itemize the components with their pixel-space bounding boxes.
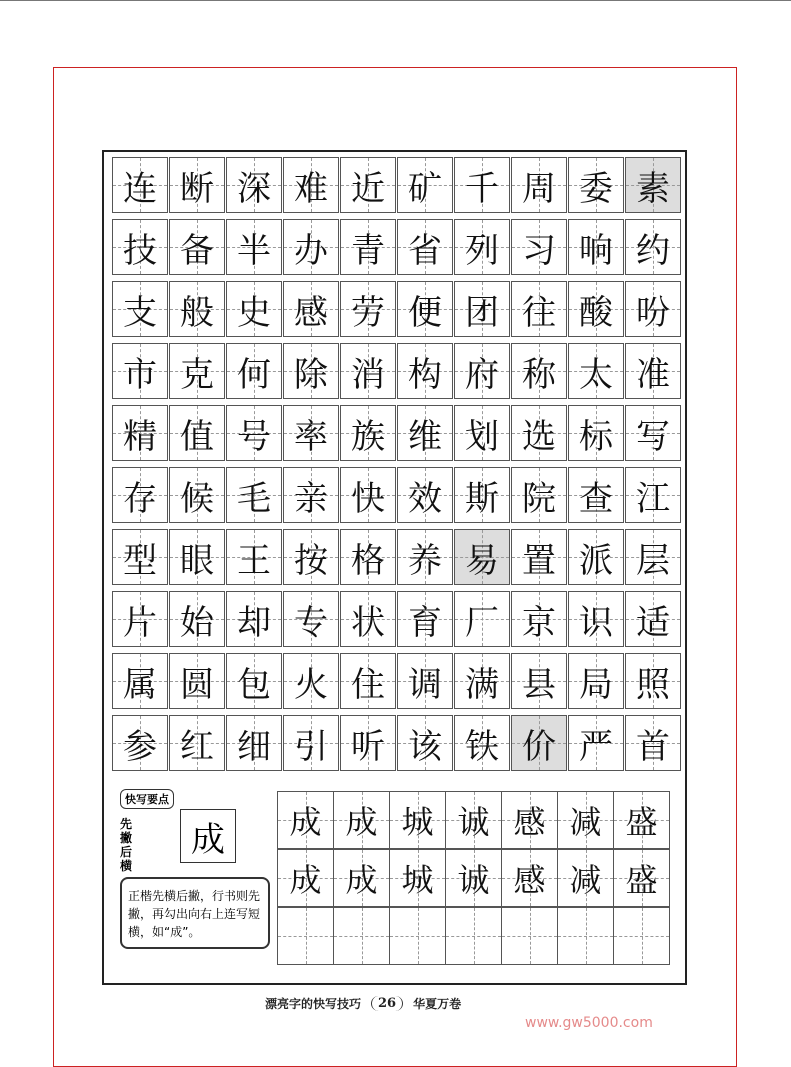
- grid-cell: [454, 467, 510, 523]
- grid-char: 青: [351, 230, 385, 271]
- practice-cell: [277, 791, 334, 849]
- grid-char: 属: [123, 664, 157, 705]
- grid-cell: [625, 405, 681, 461]
- grid-char: 选: [522, 416, 556, 457]
- practice-cell: [501, 849, 558, 907]
- practice-cell: [389, 791, 446, 849]
- grid-char: 断: [180, 168, 214, 209]
- grid-cell: [511, 653, 567, 709]
- practice-char: 减: [569, 861, 602, 899]
- grid-char: 近: [351, 168, 385, 209]
- grid-cell: [397, 467, 453, 523]
- grid-cell: [226, 715, 282, 771]
- practice-char: 感: [513, 861, 546, 899]
- practice-row: [278, 792, 677, 850]
- grid-cell: [511, 343, 567, 399]
- grid-cell: [568, 715, 624, 771]
- grid-cell: [625, 157, 681, 213]
- grid-cell: [169, 715, 225, 771]
- practice-char: 减: [569, 803, 602, 841]
- grid-char: 斯: [465, 478, 499, 519]
- grid-row: [112, 343, 683, 404]
- grid-cell: [226, 529, 282, 585]
- practice-cell: [557, 907, 614, 965]
- grid-char: 红: [180, 726, 214, 767]
- practice-cell: [613, 849, 670, 907]
- grid-char: 维: [408, 416, 442, 457]
- grid-cell: [625, 467, 681, 523]
- grid-char: 照: [636, 664, 670, 705]
- grid-cell: [112, 529, 168, 585]
- grid-cell: [568, 281, 624, 337]
- grid-char: 太: [579, 354, 613, 395]
- grid-char: 适: [636, 602, 670, 643]
- grid-char: 派: [579, 540, 613, 581]
- grid-char: 精: [123, 416, 157, 457]
- grid-char: 片: [123, 602, 157, 643]
- grid-char: 酸: [579, 292, 613, 333]
- grid-cell: [226, 405, 282, 461]
- grid-cell: [283, 343, 339, 399]
- grid-char: 劳: [351, 292, 385, 333]
- tip-title: 快写要点: [120, 789, 174, 809]
- practice-cell: [501, 907, 558, 965]
- grid-char: 半: [237, 230, 271, 271]
- grid-cell: [454, 343, 510, 399]
- grid-cell: [568, 653, 624, 709]
- grid-cell: [112, 467, 168, 523]
- grid-cell: [226, 281, 282, 337]
- grid-char: 响: [579, 230, 613, 271]
- grid-char: 办: [294, 230, 328, 271]
- grid-row: [112, 653, 683, 714]
- grid-row: [112, 281, 683, 342]
- tip-example-char: 成: [180, 809, 236, 863]
- practice-row: [278, 850, 677, 908]
- grid-cell: [340, 653, 396, 709]
- footer-publisher: 华夏万卷: [413, 996, 462, 1011]
- grid-cell: [283, 219, 339, 275]
- grid-char: 难: [294, 168, 328, 209]
- practice-row: [278, 908, 677, 966]
- grid-char: 何: [237, 354, 271, 395]
- grid-cell: [511, 281, 567, 337]
- grid-char: 便: [408, 292, 442, 333]
- grid-cell: [568, 467, 624, 523]
- grid-char: 县: [522, 664, 556, 705]
- practice-cell: [445, 791, 502, 849]
- grid-char: 王: [237, 540, 271, 581]
- grid-cell: [397, 219, 453, 275]
- grid-char: 矿: [408, 168, 442, 209]
- grid-cell: [112, 219, 168, 275]
- grid-cell: [226, 653, 282, 709]
- grid-char: 技: [123, 230, 157, 271]
- grid-cell: [625, 715, 681, 771]
- grid-cell: [454, 157, 510, 213]
- page-footer: [265, 990, 525, 1016]
- grid-char: 调: [408, 664, 442, 705]
- practice-cell: [389, 849, 446, 907]
- grid-cell: [283, 529, 339, 585]
- grid-char: 府: [465, 354, 499, 395]
- grid-char: 号: [237, 416, 271, 457]
- grid-cell: [625, 653, 681, 709]
- grid-char: 存: [123, 478, 157, 519]
- grid-cell: [169, 157, 225, 213]
- grid-char: 市: [123, 354, 157, 395]
- top-rule: [0, 0, 791, 1]
- grid-cell: [283, 281, 339, 337]
- grid-char: 局: [579, 664, 613, 705]
- grid-cell: [226, 343, 282, 399]
- tip-note: 正楷先横后撇，行书则先撇，再勾出向右上连写短横，如“成”。: [120, 877, 270, 949]
- grid-char: 团: [465, 292, 499, 333]
- grid-cell: [568, 405, 624, 461]
- grid-char: 圆: [180, 664, 214, 705]
- grid-cell: [169, 343, 225, 399]
- grid-row: [112, 467, 683, 528]
- practice-char: 盛: [625, 861, 658, 899]
- practice-char: 诚: [457, 803, 490, 841]
- grid-char: 厂: [465, 602, 499, 643]
- tip-panel: [114, 787, 282, 962]
- practice-char: 感: [513, 803, 546, 841]
- grid-cell: [283, 467, 339, 523]
- grid-char: 京: [522, 602, 556, 643]
- grid-cell: [511, 715, 567, 771]
- grid-cell: [340, 343, 396, 399]
- grid-char: 委: [579, 168, 613, 209]
- grid-row: [112, 157, 683, 218]
- grid-cell: [283, 653, 339, 709]
- grid-char: 查: [579, 478, 613, 519]
- grid-char: 住: [351, 664, 385, 705]
- practice-char: 成: [289, 803, 322, 841]
- grid-cell: [112, 405, 168, 461]
- grid-char: 江: [636, 478, 670, 519]
- grid-char: 置: [522, 540, 556, 581]
- grid-char: 听: [351, 726, 385, 767]
- grid-row: [112, 591, 683, 652]
- grid-cell: [397, 281, 453, 337]
- grid-char: 首: [636, 726, 670, 767]
- grid-char: 细: [237, 726, 271, 767]
- grid-char: 消: [351, 354, 385, 395]
- grid-cell: [226, 219, 282, 275]
- grid-cell: [397, 529, 453, 585]
- copybook-sheet: [102, 150, 687, 985]
- practice-cell: [445, 907, 502, 965]
- character-grid: [112, 157, 683, 777]
- grid-cell: [340, 281, 396, 337]
- grid-char: 吩: [636, 292, 670, 333]
- grid-row: [112, 405, 683, 466]
- grid-row: [112, 529, 683, 590]
- practice-cell: [277, 907, 334, 965]
- grid-char: 始: [180, 602, 214, 643]
- practice-char: 诚: [457, 861, 490, 899]
- grid-cell: [112, 157, 168, 213]
- grid-char: 千: [465, 168, 499, 209]
- grid-cell: [568, 343, 624, 399]
- grid-char: 参: [123, 726, 157, 767]
- grid-char: 深: [237, 168, 271, 209]
- grid-cell: [625, 219, 681, 275]
- grid-cell: [568, 157, 624, 213]
- grid-char: 引: [294, 726, 328, 767]
- grid-char: 划: [465, 416, 499, 457]
- grid-cell: [340, 157, 396, 213]
- grid-cell: [169, 591, 225, 647]
- grid-char: 构: [408, 354, 442, 395]
- grid-char: 满: [465, 664, 499, 705]
- grid-cell: [568, 219, 624, 275]
- practice-cell: [333, 849, 390, 907]
- grid-cell: [511, 157, 567, 213]
- grid-char: 连: [123, 168, 157, 209]
- grid-cell: [283, 157, 339, 213]
- grid-char: 亲: [294, 478, 328, 519]
- grid-char: 该: [408, 726, 442, 767]
- grid-cell: [112, 281, 168, 337]
- grid-cell: [397, 343, 453, 399]
- grid-cell: [568, 591, 624, 647]
- grid-cell: [625, 529, 681, 585]
- grid-char: 价: [522, 726, 556, 767]
- grid-char: 准: [636, 354, 670, 395]
- grid-char: 却: [237, 602, 271, 643]
- practice-cell: [333, 791, 390, 849]
- grid-char: 层: [636, 540, 670, 581]
- grid-char: 族: [351, 416, 385, 457]
- grid-char: 备: [180, 230, 214, 271]
- grid-char: 除: [294, 354, 328, 395]
- grid-cell: [112, 591, 168, 647]
- grid-cell: [169, 281, 225, 337]
- practice-cell: [277, 849, 334, 907]
- grid-cell: [169, 467, 225, 523]
- practice-char: 成: [345, 803, 378, 841]
- grid-cell: [169, 529, 225, 585]
- grid-cell: [169, 653, 225, 709]
- grid-row: [112, 715, 683, 776]
- practice-grid: [278, 792, 677, 966]
- grid-cell: [340, 591, 396, 647]
- grid-char: 按: [294, 540, 328, 581]
- grid-cell: [169, 405, 225, 461]
- grid-char: 严: [579, 726, 613, 767]
- grid-char: 育: [408, 602, 442, 643]
- practice-cell: [445, 849, 502, 907]
- grid-char: 列: [465, 230, 499, 271]
- practice-char: 成: [345, 861, 378, 899]
- grid-cell: [568, 529, 624, 585]
- grid-cell: [283, 715, 339, 771]
- grid-cell: [340, 467, 396, 523]
- grid-char: 火: [294, 664, 328, 705]
- grid-char: 易: [465, 540, 499, 581]
- grid-char: 写: [636, 416, 670, 457]
- grid-char: 值: [180, 416, 214, 457]
- grid-char: 克: [180, 354, 214, 395]
- grid-cell: [112, 715, 168, 771]
- tip-side-label: 先撇后横: [120, 817, 133, 873]
- grid-cell: [511, 467, 567, 523]
- grid-cell: [625, 591, 681, 647]
- grid-char: 习: [522, 230, 556, 271]
- grid-char: 约: [636, 230, 670, 271]
- grid-cell: [511, 529, 567, 585]
- practice-char: 盛: [625, 803, 658, 841]
- grid-cell: [511, 591, 567, 647]
- grid-char: 感: [294, 292, 328, 333]
- grid-cell: [454, 405, 510, 461]
- grid-cell: [397, 591, 453, 647]
- practice-char: 城: [401, 861, 434, 899]
- grid-char: 包: [237, 664, 271, 705]
- practice-cell: [333, 907, 390, 965]
- practice-cell: [613, 791, 670, 849]
- grid-cell: [511, 219, 567, 275]
- grid-char: 养: [408, 540, 442, 581]
- grid-char: 般: [180, 292, 214, 333]
- grid-cell: [340, 715, 396, 771]
- grid-cell: [283, 591, 339, 647]
- grid-char: 候: [180, 478, 214, 519]
- practice-cell: [613, 907, 670, 965]
- grid-char: 标: [579, 416, 613, 457]
- grid-cell: [169, 219, 225, 275]
- grid-char: 格: [351, 540, 385, 581]
- practice-cell: [557, 849, 614, 907]
- grid-cell: [454, 653, 510, 709]
- grid-char: 识: [579, 602, 613, 643]
- grid-char: 省: [408, 230, 442, 271]
- grid-char: 素: [636, 168, 670, 209]
- grid-char: 眼: [180, 540, 214, 581]
- grid-char: 快: [351, 478, 385, 519]
- grid-cell: [454, 281, 510, 337]
- grid-cell: [625, 343, 681, 399]
- grid-cell: [226, 467, 282, 523]
- grid-char: 率: [294, 416, 328, 457]
- practice-char: 成: [289, 861, 322, 899]
- grid-cell: [454, 591, 510, 647]
- grid-char: 周: [522, 168, 556, 209]
- grid-cell: [226, 157, 282, 213]
- grid-char: 型: [123, 540, 157, 581]
- grid-cell: [454, 715, 510, 771]
- grid-cell: [340, 405, 396, 461]
- grid-cell: [454, 529, 510, 585]
- grid-cell: [340, 529, 396, 585]
- grid-char: 毛: [237, 478, 271, 519]
- practice-cell: [501, 791, 558, 849]
- grid-char: 状: [351, 602, 385, 643]
- grid-cell: [112, 343, 168, 399]
- practice-char: 城: [401, 803, 434, 841]
- grid-row: [112, 219, 683, 280]
- grid-char: 院: [522, 478, 556, 519]
- practice-cell: [389, 907, 446, 965]
- grid-cell: [511, 405, 567, 461]
- grid-cell: [397, 157, 453, 213]
- grid-cell: [283, 405, 339, 461]
- grid-cell: [625, 281, 681, 337]
- grid-cell: [454, 219, 510, 275]
- page-number: 26: [371, 996, 403, 1011]
- practice-cell: [557, 791, 614, 849]
- grid-char: 专: [294, 602, 328, 643]
- grid-char: 效: [408, 478, 442, 519]
- footer-book-title: 漂亮字的快写技巧: [265, 996, 362, 1011]
- grid-cell: [397, 405, 453, 461]
- grid-cell: [397, 653, 453, 709]
- grid-cell: [112, 653, 168, 709]
- grid-char: 称: [522, 354, 556, 395]
- grid-cell: [397, 715, 453, 771]
- watermark: www.gw5000.com: [525, 1015, 653, 1031]
- grid-cell: [226, 591, 282, 647]
- grid-char: 铁: [465, 726, 499, 767]
- grid-char: 史: [237, 292, 271, 333]
- grid-char: 支: [123, 292, 157, 333]
- grid-char: 往: [522, 292, 556, 333]
- grid-cell: [340, 219, 396, 275]
